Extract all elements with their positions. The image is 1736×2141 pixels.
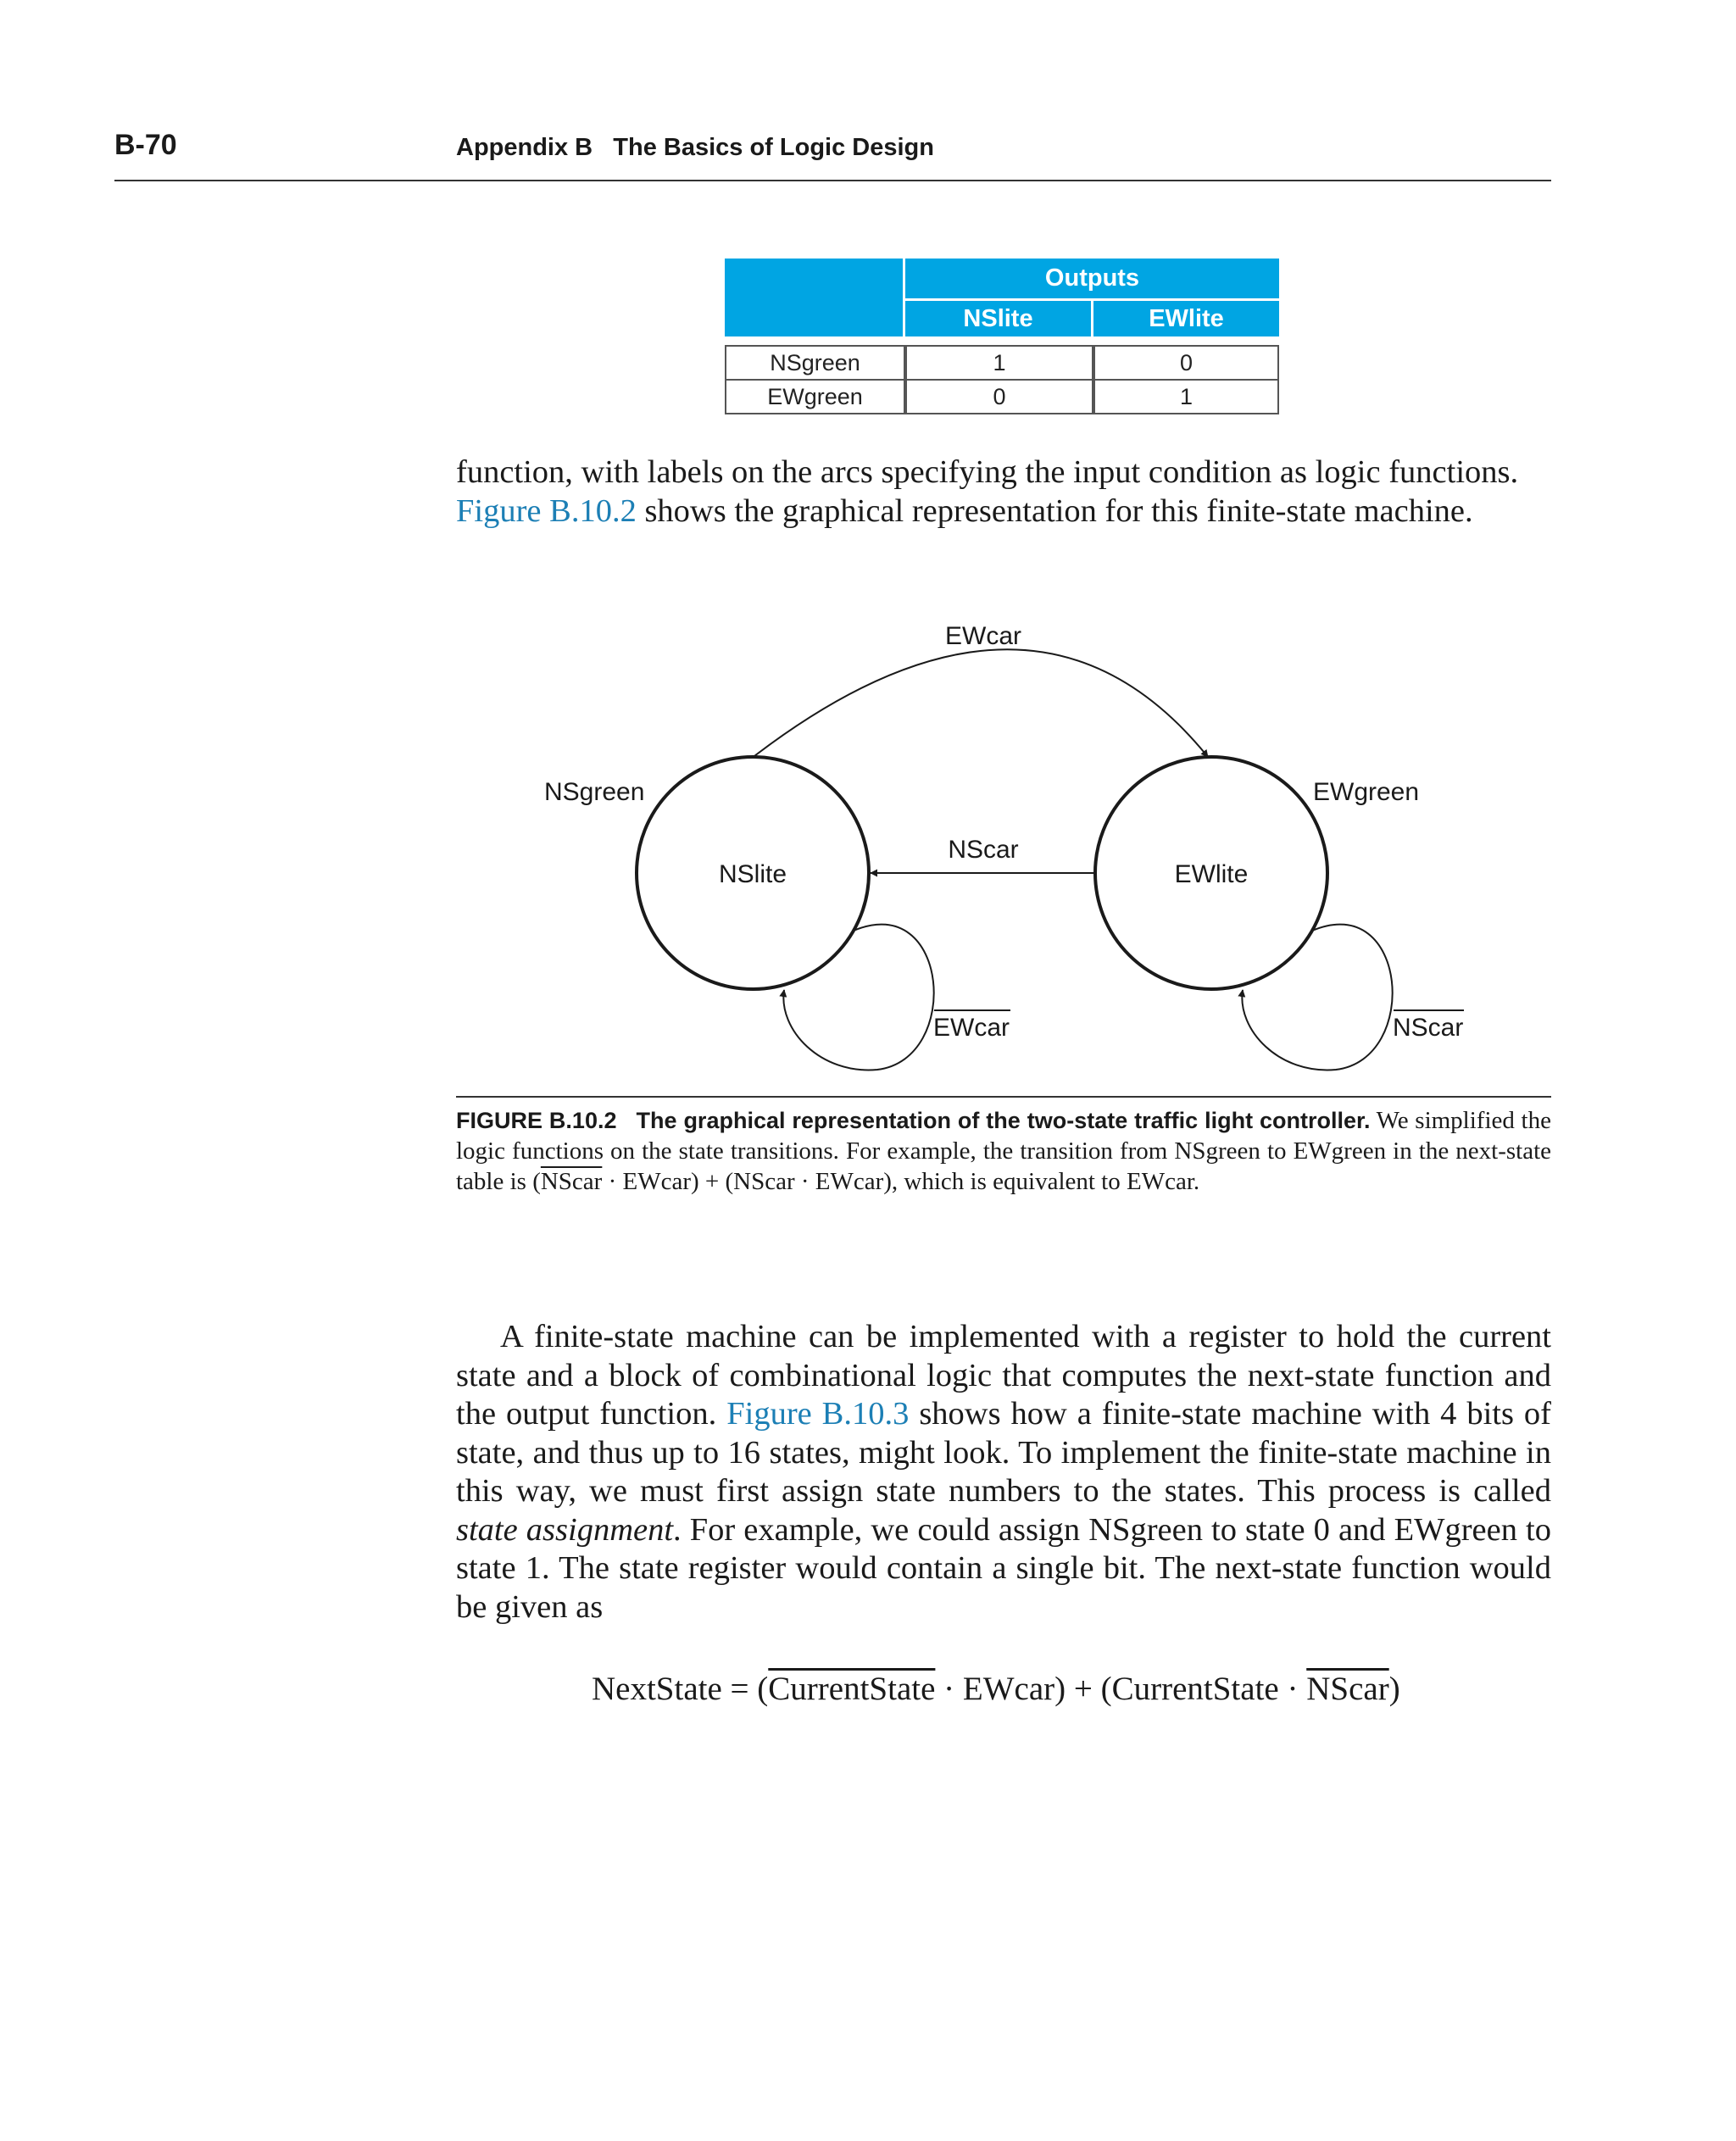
outputs-header: Outputs bbox=[905, 259, 1279, 301]
equation-close: ) bbox=[1388, 1671, 1400, 1707]
caption-body-2: · EWcar) + (NScar · EWcar), which is equivalent to EWcar. bbox=[602, 1168, 1200, 1195]
state-output-ewlite: EWlite bbox=[1174, 860, 1249, 888]
row-value: 0 bbox=[905, 381, 1093, 414]
row-value: 1 bbox=[905, 345, 1093, 381]
body-paragraph bbox=[456, 1318, 1551, 1627]
state-name-ewgreen: EWgreen bbox=[1313, 778, 1420, 806]
intro-text-1: function, with labels on the arcs specifying the input condition as logic functions. bbox=[456, 454, 1519, 490]
col-header-nslite: NSlite bbox=[905, 301, 1093, 336]
self-loop-nsgreen bbox=[783, 925, 933, 1070]
intro-text-2: shows the graphical representation for this finite-state machine. bbox=[636, 492, 1473, 529]
running-title: Appendix B The Basics of Logic Design bbox=[456, 134, 934, 161]
equation-middle: · EWcar) + (CurrentState · bbox=[935, 1671, 1307, 1707]
body-text-2: shows how a finite-state machine with 4 bits of state, and thus up to 16 states, might look. To implement the finite-state machine in this way, we must first assign state numbers to the states. This process is called bbox=[456, 1396, 1552, 1509]
arc-label-ewcar: EWcar bbox=[945, 622, 1021, 650]
self-loop-ewgreen bbox=[1242, 925, 1392, 1070]
equation-eq: = ( bbox=[721, 1671, 769, 1707]
row-value: 1 bbox=[1093, 381, 1279, 414]
figure-link-b-10-2[interactable]: Figure B.10.2 bbox=[456, 492, 637, 529]
equation-nscar-negated: NScar bbox=[1306, 1671, 1389, 1707]
arc-label-nscar: NScar bbox=[948, 836, 1019, 864]
term-state-assignment: state assignment bbox=[456, 1511, 674, 1548]
next-state-equation bbox=[592, 1670, 1400, 1708]
self-loop-label-nscar-neg: NScar bbox=[1393, 1014, 1464, 1042]
row-state: NSgreen bbox=[725, 345, 905, 381]
self-loop-label-ewcar-neg: EWcar bbox=[933, 1014, 1010, 1042]
arc-nsgreen-to-ewgreen bbox=[754, 649, 1208, 757]
state-output-nslite: NSlite bbox=[718, 860, 787, 888]
equation-currentstate-negated: CurrentState bbox=[768, 1671, 936, 1707]
col-header-ewlite: EWlite bbox=[1093, 301, 1279, 336]
figure-caption bbox=[456, 1105, 1551, 1197]
state-name-nsgreen: NSgreen bbox=[544, 778, 645, 806]
page-number: B-70 bbox=[114, 129, 177, 161]
row-value: 0 bbox=[1093, 345, 1279, 381]
figure-link-b-10-3[interactable]: Figure B.10.3 bbox=[726, 1396, 910, 1432]
caption-title: The graphical representation of the two-state traffic light controller. bbox=[636, 1108, 1371, 1133]
caption-rule bbox=[456, 1096, 1551, 1098]
body-text-3: . For example, we could assign NSgreen to state 0 and EWgreen to state 1. The state register would contain a single bit. The next-state function would be given as bbox=[456, 1511, 1551, 1625]
caption-nscar-negated: NScar bbox=[540, 1168, 603, 1195]
row-state: EWgreen bbox=[725, 381, 905, 414]
equation-lhs: NextState bbox=[592, 1671, 722, 1707]
caption-figure-label: FIGURE B.10.2 bbox=[456, 1108, 617, 1133]
body-text-1: A finite-state machine can be implemented with a register to hold the current state and a block of combinational logic that computes the next-state function and the output function. bbox=[456, 1319, 1551, 1432]
caption-body-1: We simplified the logic functions on the state transitions. For example, the transition from NSgreen to EWgreen in the next-state table is ( bbox=[456, 1107, 1551, 1195]
